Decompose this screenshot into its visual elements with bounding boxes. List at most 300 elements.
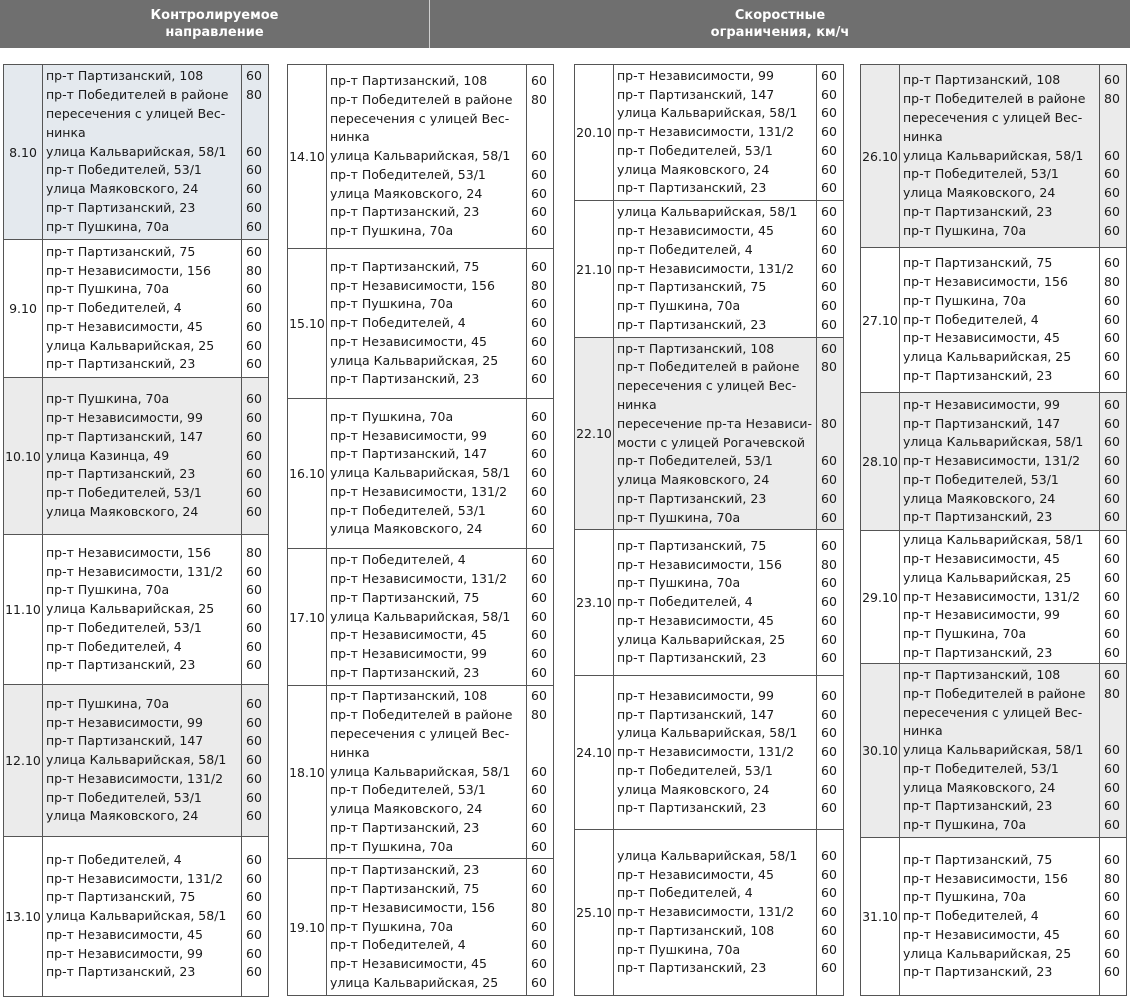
speed-limit-value: 60 — [821, 472, 837, 488]
date-block — [4, 239, 268, 377]
location-text: пр-т Победителей, 53/1 — [903, 471, 1059, 487]
speed-limit-value: 60 — [1104, 292, 1120, 308]
location-text: пр-т Независимости, 45 — [617, 223, 774, 238]
location-text: пересечения с улицей Вес- — [330, 726, 510, 741]
speed-limit-list — [242, 685, 268, 836]
location-text: пр-т Независимости, 131/2 — [617, 904, 795, 920]
location-text: пр-т Партизанский, 23 — [617, 180, 767, 196]
location-text: пр-т Победителей в районе — [330, 91, 513, 107]
location-list — [900, 838, 1100, 995]
speed-limit-value: 60 — [1104, 203, 1120, 219]
location-list — [900, 531, 1100, 663]
location-text: пр-т Пушкина, 70а — [903, 292, 1027, 308]
speed-limit-value: 60 — [821, 298, 837, 314]
location-list — [614, 201, 817, 337]
speed-limit-value: 60 — [821, 67, 837, 83]
speed-limit-value: 60 — [246, 199, 262, 215]
location-list — [900, 664, 1100, 837]
speed-limit-value: 60 — [821, 725, 837, 741]
speed-limit-value: 60 — [531, 688, 547, 704]
location-text: пересечения с улицей Вес- — [46, 106, 226, 121]
location-list — [900, 248, 1100, 392]
date-block — [575, 337, 843, 529]
speed-limit-value: 60 — [531, 72, 547, 88]
speed-limit-value: 60 — [531, 937, 547, 953]
location-list — [43, 535, 242, 684]
speed-limit-list — [1100, 248, 1126, 392]
speed-limit-value: 60 — [821, 650, 837, 666]
location-text: пр-т Победителей, 53/1 — [330, 166, 486, 182]
location-list — [43, 685, 242, 836]
location-text: пр-т Пушкина, 70а — [903, 817, 1027, 833]
date-block — [4, 684, 268, 836]
date-label: 10.10 — [4, 378, 43, 534]
location-text: улица Кальварийская, 58/1 — [903, 147, 1084, 163]
speed-limit-value — [531, 744, 553, 763]
location-text: пр-т Независимости, 156 — [46, 262, 211, 278]
location-text: улица Кальварийская, 25 — [330, 974, 499, 990]
location-text: пр-т Независимости, 45 — [617, 612, 774, 628]
location-text: улица Кальварийская, 25 — [330, 352, 499, 368]
speed-limit-value: 60 — [821, 781, 837, 797]
location-list — [43, 65, 242, 239]
speed-limit-value — [246, 105, 268, 124]
location-text: пр-т Независимости, 131/2 — [617, 260, 795, 276]
speed-limit-value: 60 — [821, 762, 837, 778]
speed-limit-value: 60 — [246, 466, 262, 482]
speed-limit-value: 60 — [1104, 222, 1120, 238]
date-block — [861, 247, 1126, 392]
speed-limit-value: 80 — [1104, 274, 1120, 289]
speed-limit-value: 60 — [1104, 588, 1120, 604]
location-text: пр-т Независимости, 131/2 — [46, 770, 224, 786]
location-text: улица Кальварийская, 58/1 — [46, 752, 227, 768]
speed-limit-value: 60 — [531, 974, 547, 990]
speed-limit-value: 60 — [821, 161, 837, 177]
location-text: пр-т Независимости, 156 — [330, 277, 495, 293]
header-speed-line1: Скоростные — [734, 8, 826, 23]
speed-limit-list — [817, 830, 843, 995]
header-direction — [0, 0, 430, 48]
speed-limit-value: 60 — [531, 918, 547, 934]
date-label: 8.10 — [4, 65, 43, 239]
location-text: пр-т Победителей в районе — [617, 359, 800, 375]
speed-limit-value: 60 — [821, 800, 837, 816]
speed-limit-value: 60 — [531, 185, 547, 201]
location-text: улица Маяковского, 24 — [903, 185, 1056, 201]
speed-limit-value: 80 — [531, 277, 547, 293]
speed-limit-value: 60 — [246, 281, 262, 297]
location-text: пр-т Пушкина, 70а — [330, 408, 454, 424]
speed-limit-value: 60 — [821, 223, 837, 238]
location-list — [900, 65, 1100, 247]
location-text: пр-т Партизанский, 23 — [903, 367, 1053, 383]
speed-limit-value: 60 — [246, 695, 262, 711]
speed-limit-value: 60 — [531, 881, 547, 896]
speed-limit-value: 60 — [246, 945, 262, 961]
speed-limit-list — [242, 837, 268, 996]
speed-limit-value: 60 — [1104, 166, 1120, 182]
location-text: пр-т Победителей, 53/1 — [46, 789, 202, 805]
speed-limit-value — [246, 124, 268, 143]
speed-limit-value: 60 — [531, 608, 547, 624]
speed-limit-value: 60 — [246, 337, 262, 353]
date-block — [288, 685, 553, 858]
location-text: пр-т Победителей, 53/1 — [617, 453, 773, 469]
location-text: улица Кальварийская, 25 — [46, 601, 215, 617]
speed-limit-value: 60 — [531, 465, 547, 481]
speed-limit-value: 60 — [821, 631, 837, 647]
speed-limit-value: 60 — [1104, 926, 1120, 942]
speed-limit-value: 60 — [1104, 367, 1120, 383]
speed-limit-value — [531, 128, 553, 147]
location-text: пр-т Партизанский, 23 — [617, 490, 767, 506]
speed-limit-list — [527, 65, 553, 248]
date-block — [4, 534, 268, 684]
speed-limit-list — [817, 201, 843, 337]
speed-limit-value: 80 — [246, 544, 262, 560]
location-text: пр-т Пушкина, 70а — [46, 391, 170, 407]
date-label: 19.10 — [288, 859, 327, 995]
header-speed-limits — [430, 0, 1130, 48]
location-list — [614, 530, 817, 675]
speed-limit-list — [242, 535, 268, 684]
speed-limit-list — [527, 549, 553, 685]
speed-limit-value: 60 — [531, 838, 547, 854]
speed-limit-value — [821, 377, 843, 396]
location-text: нинка — [330, 129, 370, 145]
location-text: улица Кальварийская, 25 — [903, 945, 1072, 961]
date-block — [575, 65, 843, 200]
speed-limit-value: 60 — [531, 521, 547, 537]
location-text: пр-т Пушкина, 70а — [46, 582, 170, 598]
location-text: пр-т Партизанский, 23 — [330, 204, 480, 220]
speed-limit-value: 60 — [246, 870, 262, 886]
date-label: 13.10 — [4, 837, 43, 996]
location-text: улица Маяковского, 24 — [46, 181, 199, 197]
speed-limit-list — [817, 676, 843, 829]
date-label: 14.10 — [288, 65, 327, 248]
date-label: 24.10 — [575, 676, 614, 829]
location-text: пр-т Независимости, 99 — [617, 687, 774, 703]
speed-limit-list — [817, 65, 843, 200]
speed-limit-value — [531, 110, 553, 129]
location-text: пр-т Независимости, 131/2 — [617, 124, 795, 140]
date-block — [575, 200, 843, 337]
speed-limit-value: 80 — [246, 262, 262, 278]
location-text: пр-т Пушкина, 70а — [617, 575, 741, 591]
speed-limit-value: 60 — [531, 589, 547, 605]
date-block — [861, 530, 1126, 663]
location-text: улица Маяковского, 24 — [46, 503, 199, 519]
speed-limit-value — [821, 396, 843, 415]
location-text: пр-т Партизанский, 23 — [903, 644, 1053, 660]
location-text: пр-т Партизанский, 23 — [46, 466, 196, 482]
location-text: пр-т Партизанский, 75 — [46, 243, 196, 259]
speed-limit-value: 60 — [531, 166, 547, 182]
date-block — [861, 392, 1126, 530]
speed-limit-value: 60 — [246, 964, 262, 980]
date-block — [4, 377, 268, 534]
speed-limit-value: 60 — [246, 619, 262, 635]
location-text: пр-т Победителей, 4 — [903, 311, 1039, 327]
speed-limit-list — [527, 686, 553, 858]
location-text: пр-т Партизанский, 75 — [330, 258, 480, 274]
speed-limit-list — [242, 240, 268, 377]
speed-limit-value: 60 — [531, 664, 547, 680]
speed-limit-value: 60 — [1104, 817, 1120, 833]
speed-limit-value: 60 — [821, 142, 837, 158]
location-text: улица Кальварийская, 58/1 — [617, 105, 798, 121]
speed-limit-value: 80 — [531, 91, 547, 107]
date-block — [288, 248, 553, 398]
location-text: нинка — [617, 396, 657, 412]
location-text: пересечения с улицей Вес- — [903, 110, 1083, 125]
date-block — [575, 529, 843, 675]
date-block — [861, 65, 1126, 247]
location-text: пр-т Независимости, 45 — [617, 866, 774, 882]
schedule-column — [287, 64, 554, 996]
location-text: пр-т Партизанский, 23 — [46, 657, 196, 673]
location-text: пр-т Пушкина, 70а — [903, 889, 1027, 905]
speed-limit-value: 80 — [821, 556, 837, 572]
speed-limit-value: 60 — [821, 706, 837, 722]
speed-limit-list — [1100, 664, 1126, 837]
location-text: пр-т Партизанский, 147 — [46, 428, 204, 444]
speed-limit-value: 60 — [1104, 908, 1120, 924]
location-text: пр-т Независимости, 45 — [330, 333, 487, 349]
location-text: пр-т Победителей, 53/1 — [46, 162, 202, 178]
location-text: пр-т Партизанский, 147 — [617, 86, 775, 102]
location-text: улица Кальварийская, 58/1 — [617, 725, 798, 741]
location-text: пр-т Партизанский, 108 — [903, 666, 1061, 682]
location-text: улица Маяковского, 24 — [330, 521, 483, 537]
date-label: 16.10 — [288, 399, 327, 548]
location-text: пр-т Партизанский, 23 — [330, 862, 480, 878]
speed-limit-value: 60 — [1104, 311, 1120, 327]
speed-limit-value: 60 — [1104, 72, 1120, 88]
location-text: улица Маяковского, 24 — [903, 779, 1056, 795]
speed-limit-value: 60 — [531, 646, 547, 662]
speed-limit-list — [527, 249, 553, 398]
speed-limit-value: 60 — [246, 391, 262, 407]
location-text: мости с улицей Рогачевской — [617, 434, 806, 450]
location-list — [327, 65, 527, 248]
date-label: 23.10 — [575, 530, 614, 675]
location-text: пр-т Партизанский, 108 — [617, 922, 775, 938]
speed-limit-value: 60 — [821, 279, 837, 295]
location-text: пр-т Партизанский, 108 — [46, 68, 204, 84]
speed-limit-value: 60 — [531, 956, 547, 972]
location-text: пр-т Победителей, 53/1 — [617, 762, 773, 778]
speed-limit-value: 60 — [531, 148, 547, 164]
speed-limit-value: 60 — [531, 315, 547, 331]
speed-limit-value: 60 — [531, 352, 547, 368]
speed-limit-value: 60 — [821, 490, 837, 506]
speed-limit-value: 60 — [821, 124, 837, 140]
date-block — [4, 65, 268, 239]
speed-limit-value: 60 — [821, 575, 837, 591]
speed-limit-value: 60 — [531, 502, 547, 518]
speed-limit-value: 60 — [246, 851, 262, 867]
speed-limit-value: 60 — [531, 819, 547, 835]
speed-limit-value: 60 — [821, 180, 837, 196]
speed-limit-value: 80 — [821, 415, 837, 431]
speed-limit-value: 60 — [1104, 760, 1120, 776]
location-text: пересечение пр-та Независи- — [617, 415, 813, 431]
location-text: улица Кальварийская, 58/1 — [46, 143, 227, 159]
speed-limit-list — [242, 65, 268, 239]
location-text: улица Маяковского, 24 — [903, 490, 1056, 506]
speed-limit-value: 60 — [1104, 349, 1120, 365]
speed-limit-value: 80 — [1104, 870, 1120, 886]
speed-limit-value: 60 — [531, 204, 547, 220]
date-label: 18.10 — [288, 686, 327, 858]
speed-limit-value: 60 — [1104, 945, 1120, 961]
location-text: улица Маяковского, 24 — [330, 801, 483, 817]
location-text: пр-т Победителей, 4 — [46, 300, 182, 316]
speed-limit-value: 60 — [1104, 798, 1120, 814]
speed-limit-value: 60 — [821, 260, 837, 276]
location-text: пр-т Независимости, 99 — [46, 714, 203, 730]
speed-limit-value: 60 — [1104, 551, 1120, 566]
speed-limit-list — [1100, 65, 1126, 247]
location-text: пр-т Победителей, 53/1 — [46, 485, 202, 501]
date-block — [861, 663, 1126, 837]
speed-limit-value: 60 — [821, 744, 837, 760]
location-text: пр-т Партизанский, 23 — [617, 650, 767, 666]
speed-limit-value: 60 — [246, 733, 262, 749]
speed-limit-value — [531, 725, 553, 744]
speed-limit-value: 60 — [531, 223, 547, 239]
location-text: пр-т Партизанский, 23 — [46, 356, 196, 372]
location-list — [614, 338, 817, 529]
speed-limit-value: 60 — [246, 143, 262, 159]
location-text: пр-т Независимости, 99 — [903, 607, 1060, 623]
speed-limit-value: 60 — [1104, 415, 1120, 431]
speed-limit-value: 60 — [531, 408, 547, 424]
speed-limit-value: 60 — [531, 763, 547, 779]
speed-limit-value: 60 — [1104, 626, 1120, 642]
location-text: пр-т Победителей, 4 — [617, 885, 753, 901]
speed-limit-value: 60 — [821, 340, 837, 356]
speed-limit-value: 60 — [246, 638, 262, 654]
location-text: пр-т Пушкина, 70а — [903, 626, 1027, 642]
speed-limit-value: 60 — [1104, 889, 1120, 905]
location-text: улица Маяковского, 24 — [617, 472, 770, 488]
location-text: улица Кальварийская, 58/1 — [330, 763, 511, 779]
location-text: улица Маяковского, 24 — [330, 185, 483, 201]
speed-limit-value: 60 — [531, 296, 547, 312]
location-text: пр-т Независимости, 156 — [330, 899, 495, 915]
location-text: пр-т Независимости, 131/2 — [46, 870, 224, 886]
location-text: пр-т Партизанский, 147 — [330, 446, 488, 462]
location-text: пр-т Партизанский, 23 — [617, 960, 767, 976]
location-text: улица Казинца, 49 — [46, 447, 170, 463]
speed-limit-value: 60 — [1104, 607, 1120, 623]
location-text: пр-т Партизанский, 23 — [903, 798, 1053, 814]
date-label: 26.10 — [861, 65, 900, 247]
speed-limit-value: 60 — [821, 316, 837, 332]
location-text: пр-т Партизанский, 75 — [330, 589, 480, 605]
schedule-column — [574, 64, 844, 996]
speed-limit-value: 60 — [1104, 185, 1120, 201]
location-text: пр-т Независимости, 131/2 — [617, 744, 795, 760]
location-text: пр-т Пушкина, 70а — [330, 838, 454, 854]
speed-limit-list — [1100, 838, 1126, 995]
speed-limit-value: 60 — [1104, 532, 1120, 548]
speed-limit-value: 80 — [531, 707, 547, 723]
speed-limit-list — [1100, 393, 1126, 530]
location-text: пр-т Независимости, 99 — [46, 410, 203, 425]
date-label: 17.10 — [288, 549, 327, 685]
speed-limit-value: 60 — [821, 594, 837, 610]
speed-limit-value: 60 — [821, 904, 837, 920]
date-label: 29.10 — [861, 531, 900, 663]
date-label: 11.10 — [4, 535, 43, 684]
speed-limit-value: 60 — [531, 258, 547, 274]
speed-limit-value: 60 — [246, 410, 262, 425]
location-list — [614, 830, 817, 995]
speed-limit-list — [527, 859, 553, 995]
location-text: пр-т Независимости, 45 — [903, 551, 1060, 566]
location-text: улица Кальварийская, 25 — [617, 631, 786, 647]
location-text: пр-т Пушкина, 70а — [330, 918, 454, 934]
speed-limit-value: 60 — [246, 582, 262, 598]
location-text: нинка — [903, 128, 943, 144]
speed-limit-value: 60 — [1104, 666, 1120, 682]
speed-limit-value: 80 — [821, 359, 837, 375]
location-text: пересечения с улицей Вес- — [903, 704, 1083, 720]
location-text: пр-т Победителей в районе — [330, 707, 513, 723]
location-list — [327, 859, 527, 995]
speed-limit-value: 60 — [821, 241, 837, 257]
location-text: пр-т Пушкина, 70а — [46, 281, 170, 297]
location-text: улица Кальварийская, 25 — [46, 337, 215, 353]
date-label: 15.10 — [288, 249, 327, 398]
location-text: пр-т Независимости, 45 — [903, 926, 1060, 942]
location-text: пр-т Партизанский, 108 — [903, 72, 1061, 88]
location-text: пр-т Пушкина, 70а — [330, 223, 454, 239]
location-text: пр-т Партизанский, 75 — [330, 881, 480, 896]
location-text: пр-т Независимости, 131/2 — [903, 588, 1081, 604]
location-text: пр-т Победителей в районе — [903, 685, 1086, 701]
speed-limit-value: 60 — [246, 218, 262, 234]
location-text: пр-т Независимости, 99 — [330, 646, 487, 662]
date-block — [288, 398, 553, 548]
speed-limit-value: 60 — [246, 68, 262, 84]
location-list — [327, 686, 527, 858]
speed-limit-value: 60 — [246, 181, 262, 197]
location-text: пр-т Победителей в районе — [903, 91, 1086, 107]
location-text: нинка — [903, 723, 943, 739]
location-text: пр-т Партизанский, 75 — [903, 255, 1053, 271]
speed-limit-list — [1100, 531, 1126, 663]
location-text: пр-т Победителей в районе — [46, 87, 229, 103]
location-text: улица Маяковского, 24 — [617, 161, 770, 177]
speed-limit-value: 60 — [1104, 255, 1120, 271]
location-text: пр-т Партизанский, 108 — [330, 688, 488, 704]
location-text: пр-т Партизанский, 147 — [903, 415, 1061, 431]
location-text: пр-т Пушкина, 70а — [903, 222, 1027, 238]
speed-limit-value: 60 — [531, 571, 547, 586]
speed-limit-value: 60 — [531, 427, 547, 443]
speed-limit-value: 60 — [246, 808, 262, 824]
schedule-column — [3, 64, 269, 997]
location-text: пр-т Победителей, 4 — [903, 908, 1039, 924]
speed-limit-value: 60 — [821, 922, 837, 938]
speed-limit-value: 60 — [1104, 644, 1120, 660]
